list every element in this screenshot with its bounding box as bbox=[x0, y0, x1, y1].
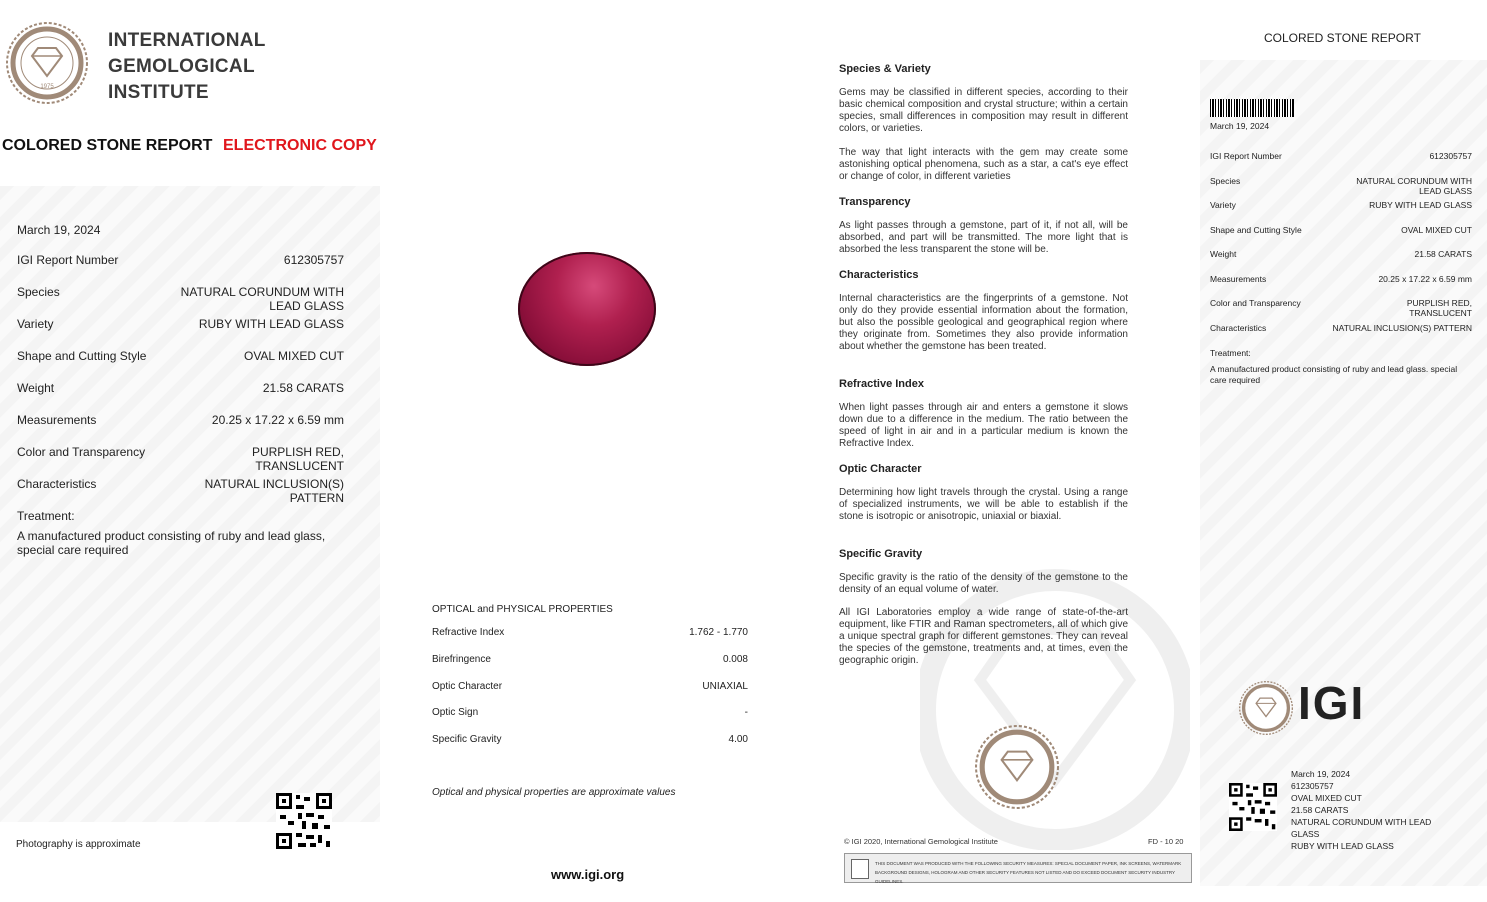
svg-text:1975: 1975 bbox=[40, 84, 54, 90]
barcode-icon bbox=[1210, 99, 1294, 117]
explanation-heading: Characteristics bbox=[839, 269, 919, 281]
photo-note: Photography is approximate bbox=[16, 839, 141, 850]
optical-row: Specific Gravity 4.00 bbox=[432, 734, 748, 745]
qr-code-icon[interactable] bbox=[276, 793, 332, 849]
website-link[interactable]: www.igi.org bbox=[551, 867, 625, 882]
explanation-heading: Transparency bbox=[839, 196, 911, 208]
explanation-text: Determining how light travels through the crystal. Using a range of specialized instruments, we will be able to establish if the stone is isotropic or anisotropic, uniaxial or biaxial. bbox=[839, 487, 1128, 522]
card-row: IGI Report Number 612305757 bbox=[1210, 151, 1472, 161]
copyright: © IGI 2020, International Gemological Institute bbox=[844, 837, 998, 846]
card-date: March 19, 2024 bbox=[1210, 121, 1270, 131]
card-title: COLORED STONE REPORT bbox=[1264, 31, 1421, 45]
igi-seal-icon bbox=[1239, 681, 1293, 735]
explanation-text: As light passes through a gemstone, part of it, if not all, will be absorbed, and part will be transmitted. The more light that is absorbed the less transparent the stone will be. bbox=[839, 220, 1128, 255]
card-row: Color and Transparency PURPLISH RED, TRANSLUCENT bbox=[1210, 298, 1472, 318]
qr-code-icon[interactable] bbox=[1229, 783, 1277, 831]
card-row: Weight 21.58 CARATS bbox=[1210, 249, 1472, 259]
card-row: Characteristics NATURAL INCLUSION(S) PATTERN bbox=[1210, 323, 1472, 333]
optical-row: Refractive Index 1.762 - 1.770 bbox=[432, 627, 748, 638]
security-notice: THIS DOCUMENT WAS PRODUCED WITH THE FOLLOWING SECURITY MEASURES: SPECIAL DOCUMENT PAPER, INK SCREENS, WATERMARK BACKGROUND DESIGNS, HOLOGRAM AND OTHER SECURITY FEATURES NOT LISTED AND DO EXCEED DOCUMENT SECURITY INDUSTRY GUIDELINES. bbox=[844, 853, 1192, 883]
document-icon bbox=[851, 859, 869, 879]
igi-seal-icon bbox=[975, 725, 1059, 809]
optical-row: Birefringence 0.008 bbox=[432, 654, 748, 665]
gemstone-image bbox=[518, 252, 656, 366]
explanation-text: Specific gravity is the ratio of the density of the gemstone to the density of an equal volume of water. bbox=[839, 572, 1128, 595]
card-row: Species NATURAL CORUNDUM WITH LEAD GLASS bbox=[1210, 176, 1472, 196]
igi-seal-logo bbox=[6, 22, 88, 104]
institute-name: INTERNATIONAL GEMOLOGICAL INSTITUTE bbox=[108, 30, 266, 103]
card-row: Measurements 20.25 x 17.22 x 6.59 mm bbox=[1210, 274, 1472, 284]
card-row: Shape and Cutting Style OVAL MIXED CUT bbox=[1210, 225, 1472, 235]
form-code: FD - 10 20 bbox=[1148, 837, 1184, 846]
optical-title: OPTICAL and PHYSICAL PROPERTIES bbox=[432, 604, 613, 615]
explanation-text: Internal characteristics are the fingerprints of a gemstone. Not only do they provide essential information about the formation, but also the possible geological and geographical region where they originate from. Sometimes they also provide information about whether the gemstone has been treated. bbox=[839, 293, 1128, 352]
treatment-text: A manufactured product consisting of ruby and lead glass, special care required bbox=[17, 529, 326, 557]
card-row: Variety RUBY WITH LEAD GLASS bbox=[1210, 200, 1472, 210]
explanation-text: When light passes through air and enters a gemstone it slows down due to a difference in the medium. The ratio between the speed of light in air and in a particular medium is known the Refractive Index. bbox=[839, 402, 1128, 449]
card-summary: March 19, 2024 612305757 OVAL MIXED CUT 21.58 CARATS NATURAL CORUNDUM WITH LEAD GLASS RUBY WITH LEAD GLASS bbox=[1291, 769, 1432, 851]
report-title: COLORED STONE REPORT bbox=[2, 137, 213, 154]
optical-note: Optical and physical properties are approximate values bbox=[432, 787, 676, 798]
explanation-heading: Species & Variety bbox=[839, 63, 931, 75]
optical-row: Optic Sign - bbox=[432, 707, 748, 718]
card-treatment-text: A manufactured product consisting of ruby and lead glass. special care required bbox=[1210, 364, 1458, 385]
explanation-text: The way that light interacts with the gem may create some astonishing optical phenomena, such as a star, a cat's eye effect or change of color, in different varieties bbox=[839, 147, 1128, 182]
optical-row: Optic Character UNIAXIAL bbox=[432, 681, 748, 692]
explanation-text: All IGI Laboratories employ a wide range of state-of-the-art equipment, like FTIR and Raman spectrometers, all of which give a unique spectral graph for different gemstones. They can reveal the species of the gemstone, treatments and, at times, even the geographic origin. bbox=[839, 607, 1129, 666]
explanation-heading: Specific Gravity bbox=[839, 548, 923, 560]
igi-logo-text: IGI bbox=[1298, 677, 1366, 729]
explanation-heading: Optic Character bbox=[839, 463, 922, 475]
explanation-text: Gems may be classified in different species, according to their basic chemical composition and crystal structure; within a certain species, small differences in composition may result in different colors, or varieties. bbox=[839, 87, 1128, 134]
electronic-copy-label: ELECTRONIC COPY bbox=[223, 137, 377, 154]
explanation-heading: Refractive Index bbox=[839, 378, 924, 390]
card-treatment-label: Treatment: bbox=[1210, 348, 1251, 358]
